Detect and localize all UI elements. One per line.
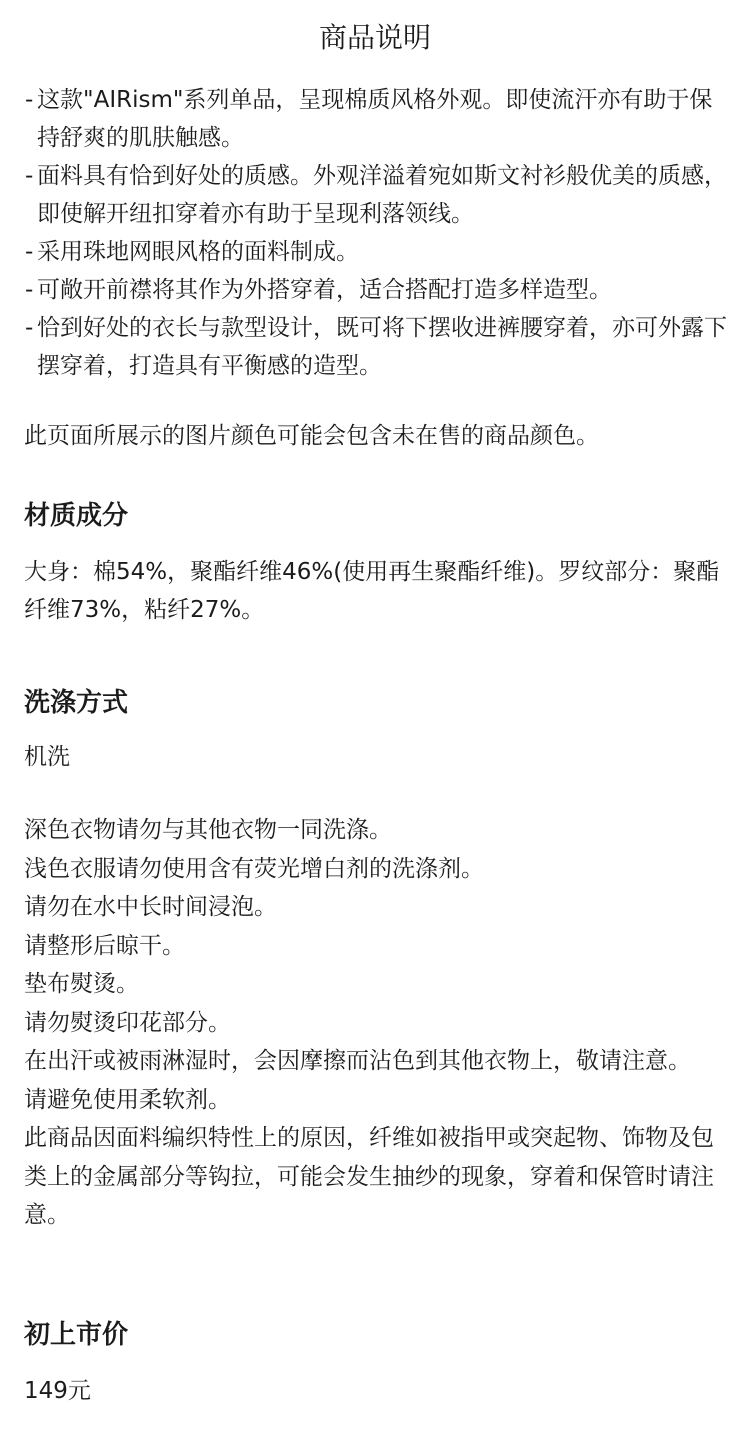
color-note: 此页面所展示的图片颜色可能会包含未在售的商品颜色。 — [24, 423, 599, 449]
washing-instruction: 请勿在水中长时间浸泡。 — [24, 894, 277, 920]
washing-heading: 洗涤方式 — [24, 688, 129, 718]
material-text: 大身：棉54%，聚酯纤维46%(使用再生聚酯纤维)。罗纹部分：聚酯纤维73%，粘纤27%。 — [24, 559, 720, 623]
page-title: 商品说明 — [318, 21, 431, 54]
washing-instruction: 垫布熨烫。 — [24, 971, 139, 997]
washing-method: 机洗 — [24, 744, 70, 770]
washing-instructions — [24, 811, 730, 1235]
feature-item — [24, 81, 730, 157]
feature-item — [24, 309, 730, 385]
feature-item — [24, 233, 730, 271]
feature-text: 可敞开前襟将其作为外搭穿着，适合搭配打造多样造型。 — [37, 277, 612, 303]
feature-item — [24, 157, 730, 233]
washing-instruction: 深色衣物请勿与其他衣物一同洗涤。 — [24, 817, 392, 843]
feature-text: 这款"AIRism"系列单品，呈现棉质风格外观。即使流汗亦有助于保持舒爽的肌肤触感。 — [37, 87, 713, 151]
price-heading: 初上市价 — [24, 1320, 129, 1350]
washing-instruction: 请勿熨烫印花部分。 — [24, 1009, 231, 1036]
bullet-mark: - — [25, 315, 34, 341]
bullet-mark: - — [25, 87, 34, 113]
bullet-mark: - — [25, 163, 34, 189]
material-heading: 材质成分 — [24, 501, 129, 531]
washing-instruction: 此商品因面料编织特性上的原因，纤维如被指甲或突起物、饰物及包类上的金属部分等钩拉，可能会发生抽纱的现象，穿着和保管时请注意。 — [24, 1125, 714, 1228]
bullet-mark: - — [25, 239, 34, 265]
washing-instruction: 浅色衣服请勿使用含有荧光增白剂的洗涤剂。 — [24, 855, 484, 882]
bullet-mark: - — [25, 277, 34, 303]
washing-instruction: 在出汗或被雨淋湿时，会因摩擦而沾色到其他衣物上，敬请注意。 — [24, 1048, 691, 1074]
feature-item — [24, 271, 730, 309]
feature-text: 面料具有恰到好处的质感。外观洋溢着宛如斯文衬衫般优美的质感，即使解开纽扣穿着亦有助于呈现利落领线。 — [37, 163, 727, 227]
price-value: 149元 — [24, 1378, 91, 1404]
feature-text: 采用珠地网眼风格的面料制成。 — [37, 239, 359, 265]
washing-instruction: 请避免使用柔软剂。 — [24, 1086, 231, 1113]
washing-instruction: 请整形后晾干。 — [24, 932, 185, 959]
feature-text: 恰到好处的衣长与款型设计，既可将下摆收进裤腰穿着，亦可外露下摆穿着，打造具有平衡感的造型。 — [37, 315, 727, 379]
feature-list — [24, 81, 730, 385]
